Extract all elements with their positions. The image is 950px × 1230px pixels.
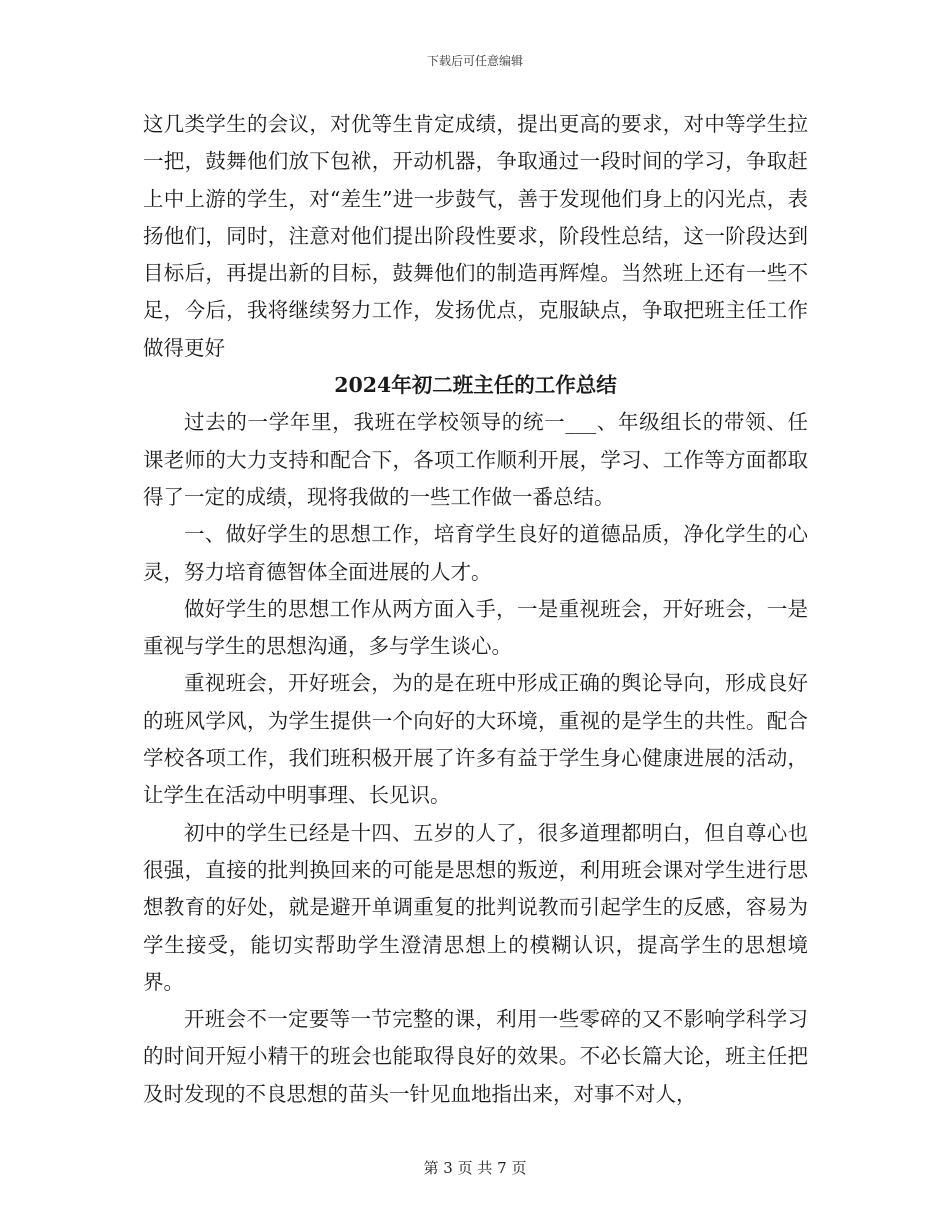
paragraph: 过去的一学年里，我班在学校领导的统一___、年级组长的带领、任课老师的大力支持和配合下，各项工作顺利开展，学习、工作等方面都取得了一定的成绩，现将我做的一些工作做一番总结。 [143,410,808,509]
intro-paragraph: 这几类学生的会议，对优等生肯定成绩，提出更高的要求，对中等学生拉一把，鼓舞他们放下包袱，开动机器，争取通过一段时间的学习，争取赶上中上游的学生，对“差生”进一步鼓气，善于发现他们身上的闪光点，表扬他们，同时，注意对他们提出阶段性要求，阶段性总结，这一阶段达到目标后，再提出新的目标，鼓舞他们的制造再辉煌。当然班上还有一些不足，今后，我将继续努力工作，发扬优点，克服缺点，争取把班主任工作做得更好 [143,112,808,360]
paragraph: 开班会不一定要等一节完整的课，利用一些零碎的又不影响学科学习的时间开短小精干的班会也能取得良好的效果。不必长篇大论，班主任把及时发现的不良思想的苗头一针见血地指出来，对事不对人， [143,1007,808,1106]
document-body [143,106,808,1113]
section-title: 2024年初二班主任的工作总结 [334,373,617,398]
page-number: 第 3 页 共 7 页 [423,1159,527,1177]
paragraph: 做好学生的思想工作从两方面入手，一是重视班会，开好班会，一是重视与学生的思想沟通，多与学生谈心。 [143,596,808,659]
page-header-note: 下载后可任意编辑 [426,54,523,68]
paragraph: 初中的学生已经是十四、五岁的人了，很多道理都明白，但自尊心也很强，直接的批判换回来的可能是思想的叛逆，利用班会课对学生进行思想教育的好处，就是避开单调重复的批判说教而引起学生的反感，容易为学生接受，能切实帮助学生澄清思想上的模糊认识，提高学生的思想境界。 [143,820,808,994]
paragraph: 一、做好学生的思想工作，培育学生良好的道德品质，净化学生的心灵，努力培育德智体全面进展的人才。 [143,522,808,584]
paragraph: 重视班会，开好班会，为的是在班中形成正确的舆论导向，形成良好的班风学风，为学生提供一个向好的大环境，重视的是学生的共性。配合学校各项工作，我们班积极开展了许多有益于学生身心健康进展的活动，让学生在活动中明事理、长见识。 [143,671,808,808]
